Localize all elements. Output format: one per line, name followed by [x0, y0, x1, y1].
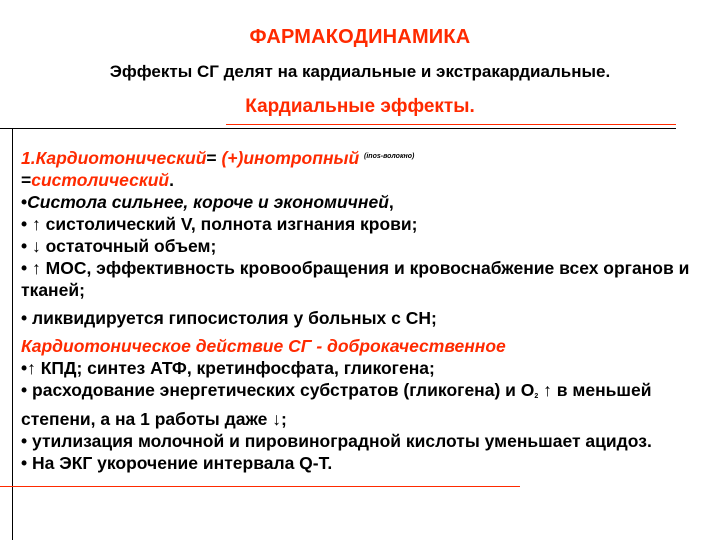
period: . — [169, 170, 174, 190]
section-heading: Кардиальные эффекты. — [245, 96, 475, 117]
bullet-icon: • — [21, 358, 28, 378]
bullet-item — [21, 452, 701, 474]
bullet-item — [21, 430, 701, 452]
term-systolic: систолический — [31, 170, 170, 190]
equals-sign-2: = — [21, 170, 32, 190]
bullet-icon: • — [21, 258, 28, 278]
bullet-icon: • — [21, 308, 28, 328]
slide-body — [21, 146, 701, 474]
bullet-text-tail: , — [388, 192, 394, 212]
bullet-item — [21, 379, 701, 430]
bullet-item — [21, 307, 701, 329]
bullet-icon: • — [21, 214, 28, 234]
bullet-text: ↑ МОС, эффективность кровообращения и кровоснабжение всех органов и тканей; — [21, 258, 690, 300]
slide-title: ФАРМАКОДИНАМИКА — [249, 26, 471, 48]
bullet-icon: • — [21, 431, 28, 451]
equals-sign: = — [206, 148, 222, 168]
bullet-text: На ЭКГ укорочение интервала Q-T. — [32, 453, 333, 473]
subheading: Кардиотоническое действие СГ - доброкачественное — [21, 336, 506, 356]
bullet-icon: • — [21, 192, 28, 212]
bullet-item — [21, 213, 701, 235]
bullet-text: ↓ остаточный объем; — [32, 236, 217, 256]
bullet-item — [21, 235, 701, 257]
bullet-text: ↑ систолический V, полнота изгнания крови; — [32, 214, 418, 234]
bullet-icon: • — [21, 453, 28, 473]
bullet-icon: • — [21, 380, 28, 400]
bullet-text: расходование энергетических субстратов (гликогена) и О — [32, 380, 535, 400]
bullet-text: ликвидируется гипосистолия у больных с СН; — [32, 308, 437, 328]
decorative-line-bottom — [0, 486, 520, 487]
bullet-item — [21, 257, 701, 301]
bullet-item — [21, 357, 701, 379]
decorative-line-left — [12, 128, 13, 540]
term-cardiotonic: 1.Кардиотонический — [21, 148, 207, 168]
bullet-item — [21, 191, 701, 213]
subscript: 2 — [534, 393, 539, 400]
term-inotropic: (+)инотропный — [221, 148, 360, 168]
bullet-text: утилизация молочной и пировиноградной кислоты уменьшает ацидоз. — [32, 431, 652, 451]
bullet-icon: • — [21, 236, 28, 256]
decorative-line-accent — [226, 124, 676, 125]
etymology-note: (inos-волокно) — [364, 153, 415, 160]
bullet-text-tail: ↑ в меньшей степени, а на 1 работы даже ↓; — [21, 380, 652, 429]
item-1 — [21, 146, 701, 191]
slide-subtitle: Эффекты СГ делят на кардиальные и экстракардиальные. — [109, 62, 611, 81]
bullet-text: Систола сильнее, короче и экономичней — [27, 192, 389, 212]
decorative-line-top — [0, 128, 676, 129]
bullet-text: ↑ КПД; синтез АТФ, кретинфосфата, гликогена; — [27, 358, 435, 378]
